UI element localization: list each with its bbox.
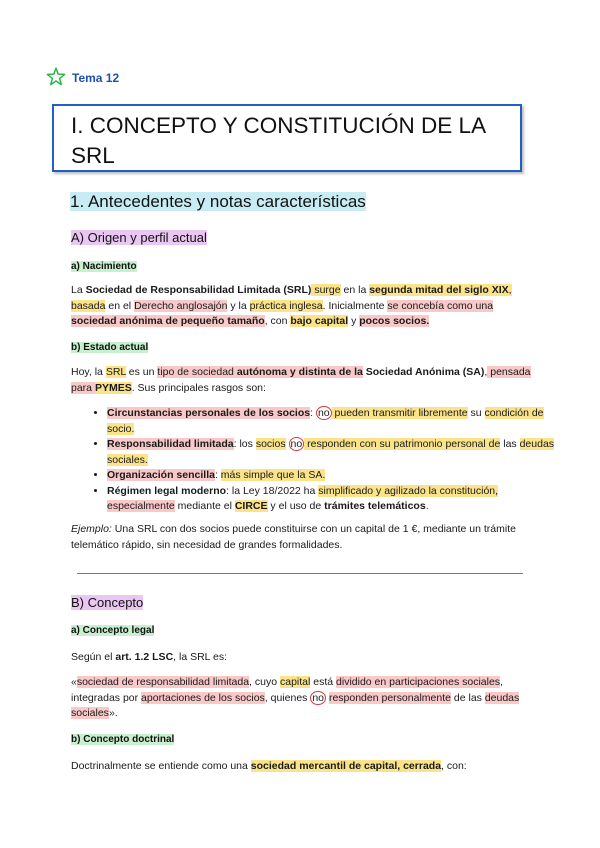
circled-word: no (290, 438, 303, 450)
heading-concepto-legal: a) Concepto legal (71, 625, 155, 636)
paragraph-concepto-doctrinal: Doctrinalmente se entiende como una sociedad mercantil de capital, cerrada, con: (71, 760, 467, 772)
heading-nacimiento: a) Nacimiento (71, 261, 137, 272)
paragraph-concepto-legal: Según el art. 1.2 LSC, la SRL es: (71, 651, 228, 663)
page-title: I. CONCEPTO Y CONSTITUCIÓN DE LA SRL (71, 113, 485, 168)
heading-estado-actual: b) Estado actual (71, 342, 149, 353)
circled-word: no (312, 691, 325, 704)
list-item: • Organización sencilla: más simple que la SA. (107, 468, 562, 484)
subsection-heading-concepto: B) Concepto (71, 595, 144, 610)
divider (77, 573, 523, 574)
paragraph-nacimiento: La Sociedad de Responsabilidad Limitada (SRL) surge en la segunda mitad del siglo XIX, basada en el Derecho anglosajón y la práctica inglesa. Inicialmente se concebía como una sociedad anónima de pequeño tamaño, con bajo capital y pocos socios. (71, 284, 512, 327)
legal-quote: «sociedad de responsabilidad limitada, cuyo capital está dividido en participaciones sociales, integradas por aportaciones de los socios, quienes no responden personalmente de las deudas sociales». (71, 676, 520, 719)
star-icon (46, 67, 66, 87)
heading-concepto-doctrinal: b) Concepto doctrinal (71, 734, 175, 745)
topic-label: Tema 12 (72, 71, 120, 85)
section-heading: 1. Antecedentes y notas características (70, 192, 366, 211)
paragraph-estado-actual: Hoy, la SRL es un tipo de sociedad autónoma y distinta de la Sociedad Anónima (SA), pensada para PYMES. Sus principales rasgos son: (71, 366, 531, 394)
list-item: • Circunstancias personales de los socios: no pueden transmitir libremente su condición de socio. (107, 406, 562, 437)
subsection-heading-origen: A) Origen y perfil actual (71, 230, 207, 245)
feature-list (71, 406, 562, 515)
list-item: • Régimen legal moderno: la Ley 18/2022 ha simplificado y agilizado la constitución, especialmente mediante el CIRCE y el uso de trámites telemáticos. (107, 484, 562, 515)
circled-word: no (317, 407, 330, 419)
list-item: • Responsabilidad limitada: los socios no responden con su patrimonio personal de las deudas sociales. (107, 437, 562, 468)
example-paragraph: Ejemplo: Una SRL con dos socios puede constituirse con un capital de 1 €, mediante un trámite telemático rápido, sin necesidad de grandes formalidades. (71, 523, 516, 551)
